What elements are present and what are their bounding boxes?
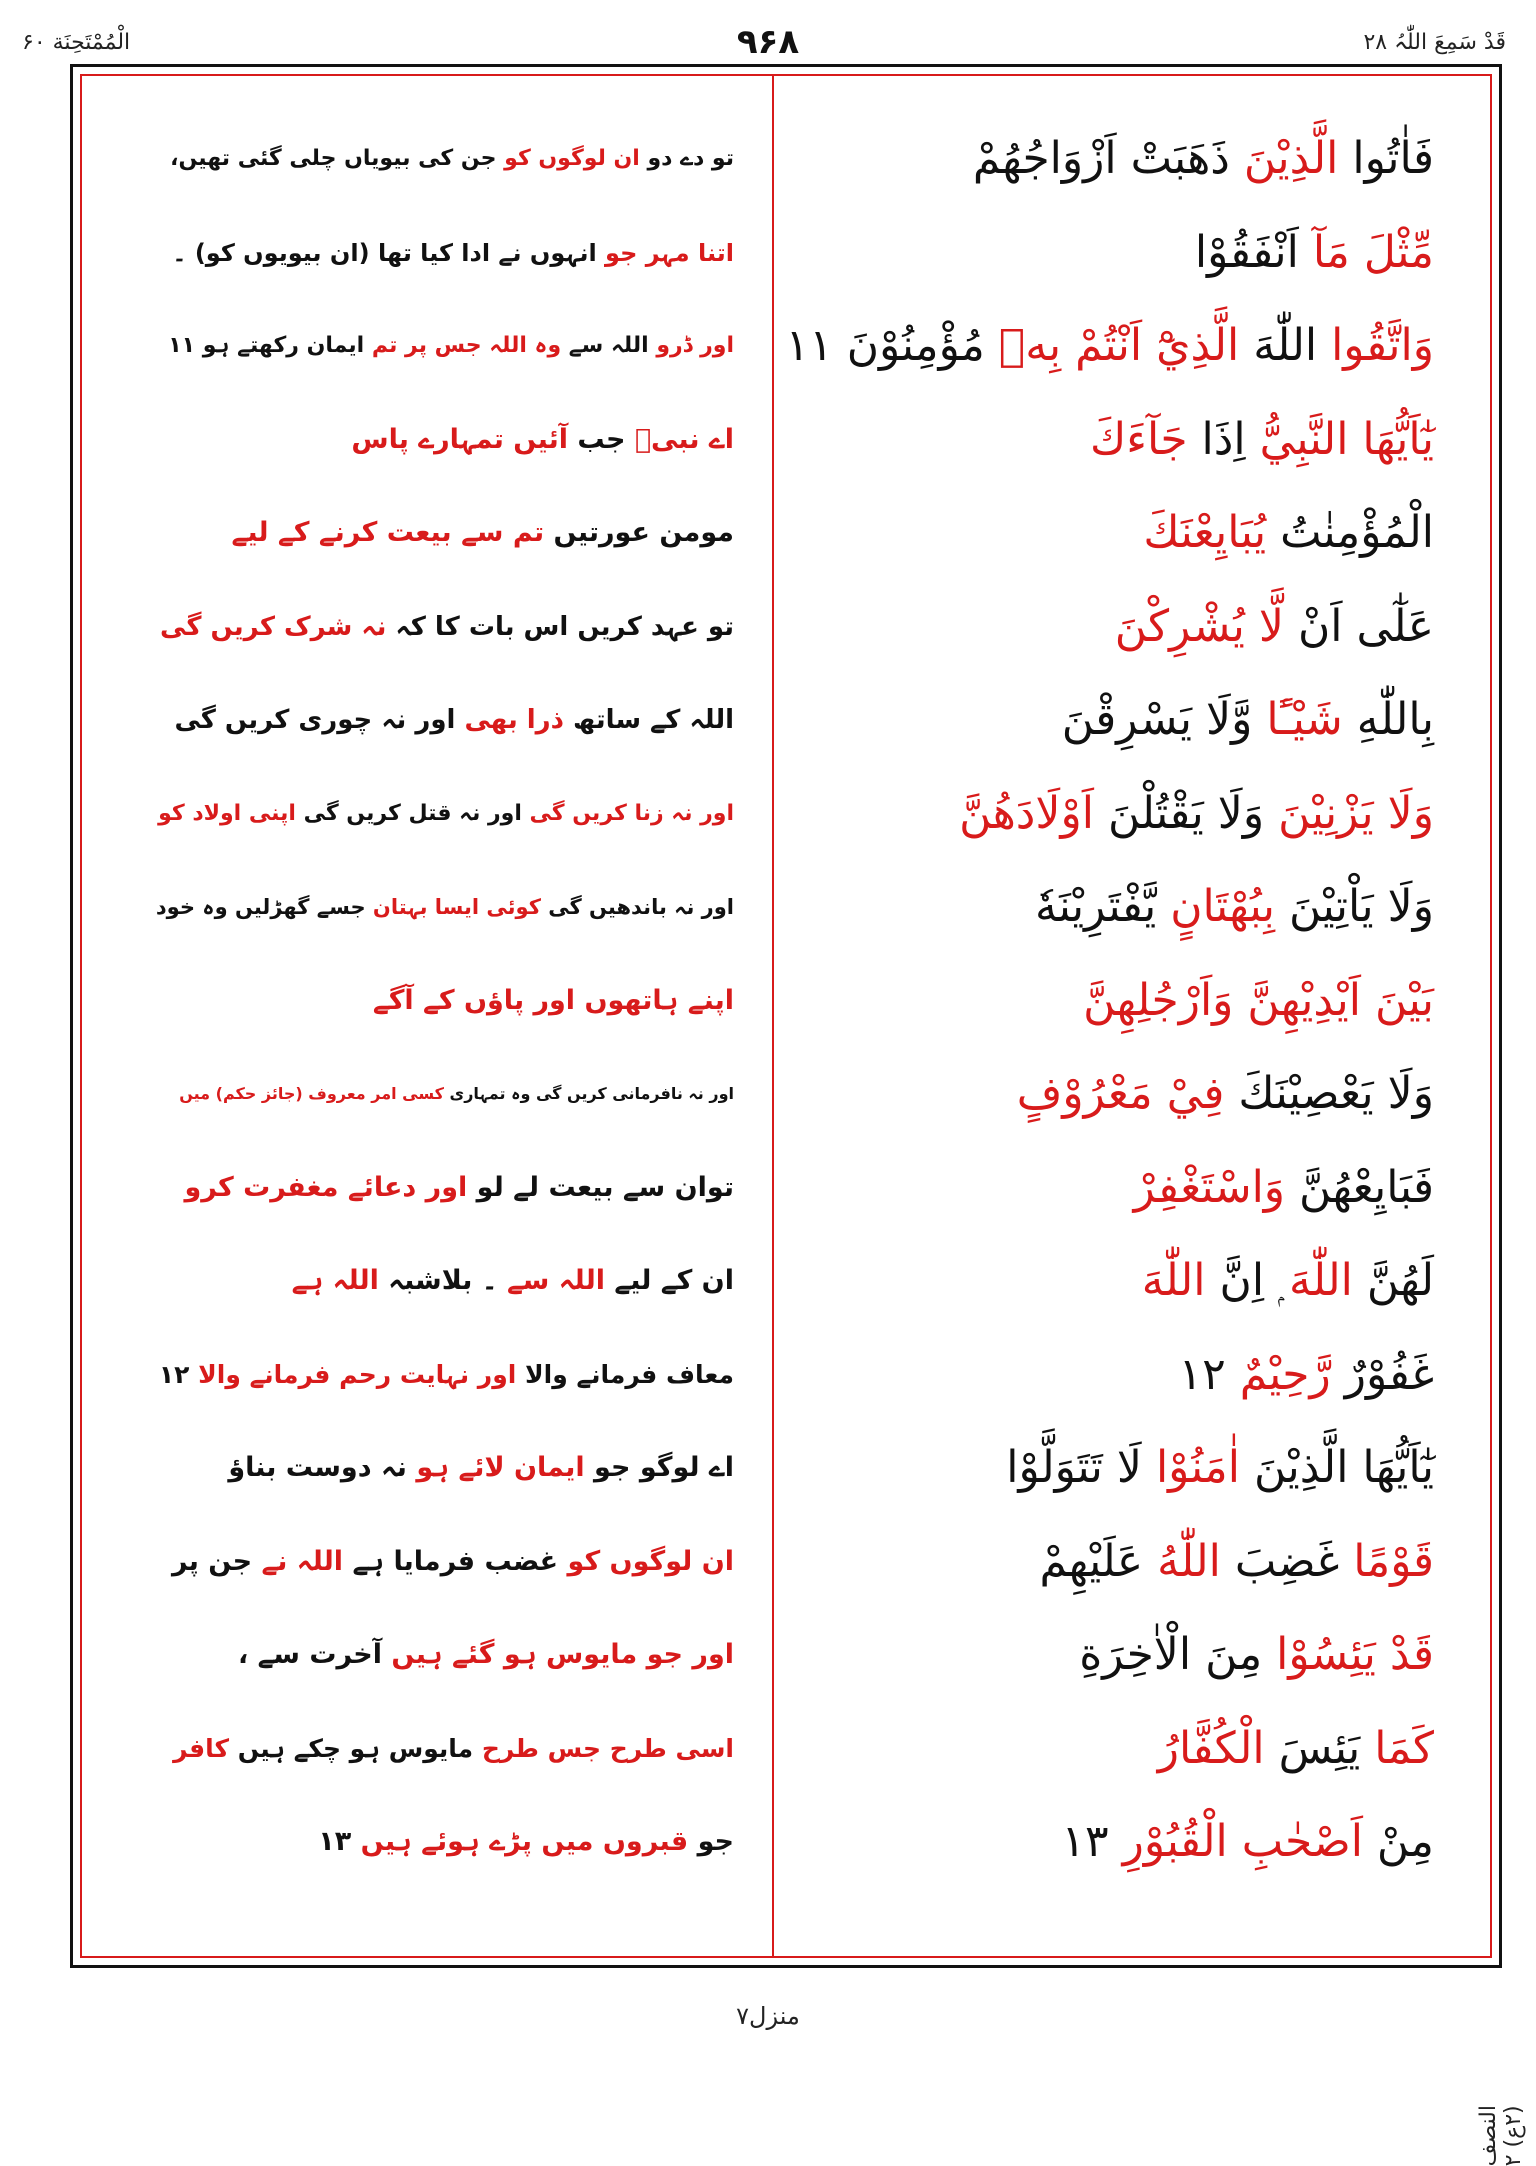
urdu-translation-line-segment: آخرت سے ، [237, 1639, 383, 1670]
arabic-verse-line [774, 1714, 1434, 1784]
arabic-verse-line-segment: الْكُفَّارُ [1157, 1722, 1265, 1774]
urdu-translation-line [154, 1714, 734, 1784]
arabic-verse-line [774, 872, 1434, 942]
urdu-translation-line-segment: ایمان رکھتے ہو ۱۱ [168, 333, 365, 358]
arabic-verse-line-segment: يٰٓاَيُّهَا النَّبِيُّ [1245, 413, 1434, 465]
urdu-translation-line-segment: اللہ کے ساتھ [563, 705, 734, 735]
arabic-verse-line [774, 1620, 1434, 1690]
urdu-translation-line [154, 405, 734, 475]
arabic-verse-line [774, 218, 1434, 288]
arabic-verse-line-segment: لَّا يُشْرِكْنَ [1114, 600, 1284, 652]
urdu-translation-line-segment: اور نہ نافرمانی کریں گی وہ تمہاری [443, 1084, 734, 1103]
manzil-footer: منزل۷ [736, 2002, 800, 2030]
urdu-translation-line [154, 498, 734, 568]
urdu-translation-line-segment: نہ شرک کریں گی [160, 611, 387, 642]
urdu-translation-line-segment: اور جو مایوس ہو گئے ہیں [382, 1639, 734, 1670]
urdu-translation-line [154, 685, 734, 755]
arabic-verse-line-segment: جَآءَكَ [1089, 413, 1188, 465]
page-number: ۹۶۸ [736, 22, 800, 62]
urdu-translation-line [154, 1059, 734, 1129]
urdu-translation-line-segment: ۔ بلاشبہ [378, 1265, 498, 1296]
arabic-verse-line-segment: فِيْ مَعْرُوْفٍ [1016, 1068, 1225, 1119]
arabic-verse-line-segment: لَهُنَّ [1352, 1255, 1434, 1306]
urdu-translation-line [154, 592, 734, 662]
arabic-verse-line-segment: اَنْفَقُوْا [1194, 226, 1299, 278]
arabic-verse-line-segment: اللّٰهَ [1289, 1255, 1353, 1306]
urdu-translation-line [154, 1807, 734, 1877]
arabic-verse-line [774, 124, 1434, 194]
arabic-verse-line [774, 966, 1434, 1036]
urdu-translation-line [154, 779, 734, 849]
urdu-translation-line-segment: اور ڈرو [648, 333, 734, 358]
urdu-translation-line-segment: اے لوگو جو [584, 1452, 734, 1483]
urdu-translation-line-segment: اور نہ باندھیں گی [540, 895, 734, 919]
urdu-translation-line-segment: جو [688, 1826, 734, 1857]
arabic-verse-line-segment: اللّٰهَ [1239, 320, 1318, 371]
arabic-verse-line-segment: مُؤْمِنُوْنَ ۱۱ [785, 320, 999, 371]
urdu-translation-line [154, 218, 734, 288]
urdu-translation-line [154, 1153, 734, 1223]
urdu-translation-line-segment: ۱۲ [158, 1359, 190, 1389]
arabic-verse-line [774, 1059, 1434, 1129]
urdu-translation-line-segment: اللہ نے [252, 1545, 344, 1577]
urdu-translation-line-segment: مایوس ہو چکے ہیں [229, 1733, 474, 1763]
arabic-verse-line-segment: وَّلَا يَسْرِقْنَ [1061, 694, 1267, 745]
arabic-verse-line-segment: قَوْمًا [1353, 1535, 1434, 1587]
urdu-translation-line-segment: اور نہ قتل کریں گی [295, 800, 522, 826]
urdu-translation-line [154, 1246, 734, 1316]
arabic-verse-line [774, 1153, 1434, 1223]
urdu-translation-line [154, 1433, 734, 1503]
arabic-verse-line-segment: مِنْ [1362, 1816, 1434, 1867]
urdu-translation-line-segment: ان لوگوں کو [496, 146, 640, 171]
arabic-verse-line-segment: فَبَايِعْهُنَّ [1285, 1161, 1434, 1213]
arabic-verse-line-segment: ۭ اِنَّ [1205, 1255, 1290, 1306]
arabic-verse-line-segment: يٰٓاَيُّهَا الَّذِيْنَ [1239, 1442, 1434, 1493]
arabic-verse-line [774, 311, 1434, 381]
margin-ruku-marker: النصف (۲ع) ۲ [1476, 2105, 1526, 2166]
arabic-verse-line-segment: وَلَا يَاْتِيْنَ [1275, 881, 1434, 932]
urdu-translation-line-segment: ان لوگوں کو [558, 1545, 734, 1577]
arabic-verse-line-segment: ۱۲ [1178, 1348, 1240, 1400]
arabic-verse-line-segment: غَضِبَ [1220, 1535, 1354, 1587]
urdu-translation-line [154, 124, 734, 194]
arabic-verse-line-segment: ذَهَبَتْ اَزْوَاجُهُمْ [972, 133, 1244, 184]
arabic-verse-line [774, 405, 1434, 475]
urdu-translation-line-segment: اللہ سے [561, 333, 649, 358]
arabic-verse-line-segment: اَوْلَادَهُنَّ [959, 787, 1094, 839]
urdu-translation-line-segment: اے نبیؐ [625, 423, 734, 455]
urdu-translation-line-segment: اسی طرح جس طرح [473, 1733, 734, 1763]
urdu-translation-line-segment: تو دے دو [639, 146, 734, 171]
urdu-translation-line [154, 1620, 734, 1690]
urdu-translation-line-segment: جسے گھڑلیں وہ خود [155, 895, 366, 919]
urdu-translation-line [154, 1527, 734, 1597]
arabic-verse-line-segment: بِبُهْتَانٍ [1170, 881, 1276, 932]
urdu-translation-line-segment: اتنا مہر جو [596, 238, 734, 267]
arabic-verse-line-segment: الَّذِيْٓ اَنْتُمْ بِهٖ [998, 320, 1240, 371]
urdu-translation-line-segment: مومن عورتیں [544, 517, 734, 548]
urdu-translation-line [154, 966, 734, 1036]
urdu-translation-line-segment: اور نہایت رحم فرمانے والا [189, 1359, 517, 1389]
arabic-verse-line-segment: ۱۳ [1061, 1816, 1123, 1867]
urdu-translation-line-segment: نہ دوست بناؤ [228, 1452, 407, 1483]
arabic-verse-line-segment: وَلَا يَزْنِيْنَ [1278, 787, 1434, 839]
urdu-translation-line-segment: کافر [173, 1733, 230, 1763]
urdu-translation-line-segment: اللہ ہے [291, 1265, 379, 1296]
header-surah-name: الْمُمْتَحِنَة ۶۰ [22, 30, 131, 55]
urdu-translation-line-segment: جن پر [171, 1545, 253, 1577]
arabic-verse-line-segment: بِاللّٰهِ [1342, 694, 1434, 745]
urdu-translation-line-segment: اور نہ زنا کریں گی [521, 800, 734, 826]
urdu-translation-line-segment: قبروں میں پڑے ہوئے ہیں [351, 1826, 689, 1857]
arabic-verse-line-segment: يَئِسَ [1264, 1722, 1361, 1774]
urdu-translation-line-segment: معاف فرمانے والا [516, 1359, 734, 1389]
urdu-translation-line [154, 872, 734, 942]
urdu-translation-line-segment: ان کے لیے [604, 1265, 734, 1296]
arabic-verse-line [774, 592, 1434, 662]
arabic-verse-line-segment: اِذَا [1187, 413, 1246, 465]
arabic-verse-line-segment: الَّذِيْنَ [1243, 133, 1339, 184]
arabic-verse-line [774, 1807, 1434, 1877]
arabic-verse-line [774, 1433, 1434, 1503]
arabic-verse-line-segment: كَمَا [1360, 1722, 1434, 1774]
urdu-translation-line-segment: جن کی بیویاں چلی گئی تھیں، [170, 146, 497, 171]
arabic-verse-line-segment: يُبَايِعْنَكَ [1143, 507, 1267, 558]
urdu-translation-line-segment: توان سے بیعت لے لو [467, 1171, 734, 1203]
arabic-verse-line-segment: شَيْـًٔا [1266, 694, 1343, 745]
urdu-translation-line-segment: ذرا بھی [455, 705, 564, 735]
arabic-verse-line-segment: رَّحِيْمٌ [1239, 1348, 1331, 1400]
urdu-translation-line [154, 311, 734, 381]
arabic-verse-line-segment: لَا تَتَوَلَّوْا [1006, 1442, 1156, 1493]
urdu-translation-line-segment: ۱۳ [318, 1826, 352, 1857]
urdu-translation-line-segment: انہوں نے ادا کیا تھا (ان بیویوں کو) ۔ [172, 238, 597, 267]
urdu-translation-line-segment: اور دعائے مغفرت کرو [184, 1171, 468, 1203]
arabic-verse-line-segment: بَيْنَ اَيْدِيْهِنَّ وَاَرْجُلِهِنَّ [1083, 974, 1434, 1026]
arabic-verse-line-segment: عَلٰٓى اَنْ [1283, 600, 1434, 652]
urdu-translation-line-segment: تو عہد کریں اس بات کا کہ [386, 611, 734, 642]
arabic-verse-line-segment: قَدْ يَئِسُوْا [1276, 1629, 1434, 1680]
arabic-verse-line [774, 1246, 1434, 1316]
urdu-translation-line-segment: آئیں تمہارے پاس [351, 423, 568, 455]
arabic-verse-line [774, 685, 1434, 755]
arabic-verse-line-segment: اللّٰهَ [1141, 1255, 1206, 1306]
arabic-verse-line-segment: اٰمَنُوْا [1155, 1442, 1240, 1493]
urdu-translation-line-segment: ایمان لائے ہو [406, 1452, 585, 1483]
urdu-translation-line-segment: اور نہ چوری کریں گی [174, 705, 456, 735]
urdu-translation-line-segment: اپنے ہاتھوں اور پاؤں کے آگے [372, 984, 734, 1016]
urdu-translation-line [154, 1340, 734, 1410]
urdu-translation-line-segment: اللہ سے [497, 1265, 605, 1296]
urdu-translation-line-segment: وہ اللہ جس پر تم [364, 333, 562, 358]
arabic-verse-line [774, 779, 1434, 849]
urdu-translation-line-segment: کسی امر معروف (جائز حکم) میں [179, 1084, 444, 1103]
arabic-verse-line [774, 1340, 1434, 1410]
arabic-verse-line-segment: غَفُوْرٌ [1330, 1348, 1434, 1400]
urdu-translation-line-segment: کوئی ایسا بہتان [365, 895, 541, 919]
arabic-verse-line-segment: مِّثْلَ مَآ [1298, 226, 1434, 278]
urdu-translation-line-segment: غضب فرمایا ہے [343, 1545, 559, 1577]
arabic-verse-line-segment: الْمُؤْمِنٰتُ [1266, 507, 1434, 558]
header-surah-part: قَدْ سَمِعَ اللّٰہُ ۲۸ [1363, 30, 1506, 55]
arabic-verse-line-segment: وَلَا يَقْتُلْنَ [1093, 787, 1279, 839]
arabic-verse-line-segment: اللّٰهُ [1157, 1535, 1221, 1587]
arabic-verse-line-segment: مِنَ الْاٰخِرَةِ [1079, 1629, 1277, 1680]
arabic-verse-line [774, 1527, 1434, 1597]
arabic-verse-line-segment: وَاسْتَغْفِرْ [1133, 1161, 1286, 1213]
arabic-verse-line-segment: عَلَيْهِمْ [1039, 1535, 1158, 1587]
arabic-verse-line [774, 498, 1434, 568]
arabic-verse-line-segment: اَصْحٰبِ الْقُبُوْرِ [1122, 1816, 1363, 1867]
urdu-translation-line-segment: جب [567, 423, 626, 455]
arabic-verse-line-segment: يَّفْتَرِيْنَهٗ [1035, 881, 1171, 932]
urdu-translation-line-segment: تم سے بیعت کرنے کے لیے [231, 517, 545, 548]
urdu-translation-line-segment: اپنی اولاد کو [158, 800, 296, 826]
arabic-verse-line-segment: فَاٰتُوا [1338, 133, 1434, 184]
arabic-verse-line-segment: وَاتَّقُوا [1317, 320, 1434, 371]
arabic-verse-line-segment: وَلَا يَعْصِيْنَكَ [1224, 1068, 1434, 1119]
